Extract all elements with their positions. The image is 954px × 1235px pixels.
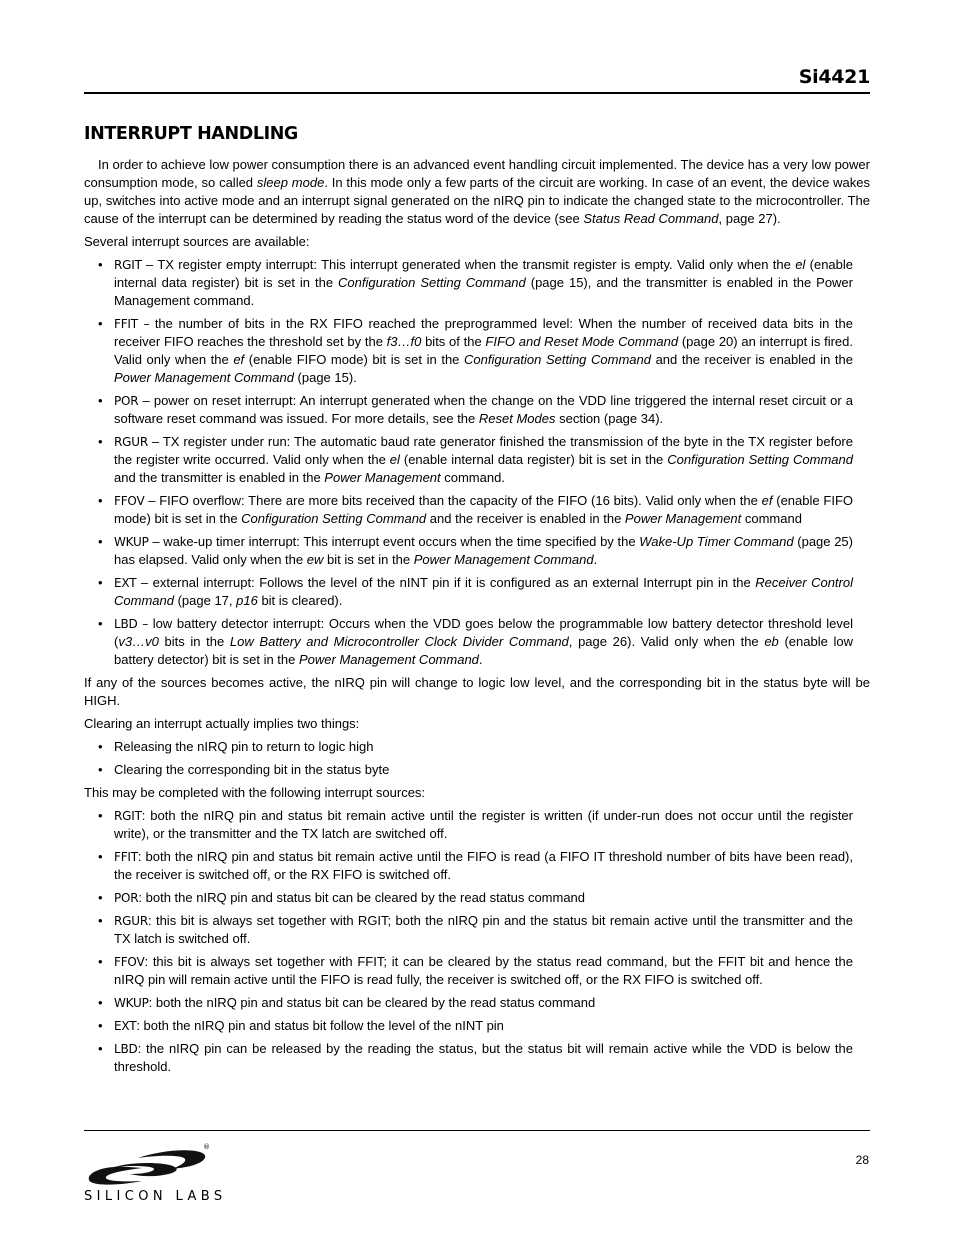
active-paragraph: If any of the sources becomes active, the nIRQ pin will change to logic low level, and the corresponding bit in the status byte will be HIGH. — [84, 675, 870, 708]
list-item: • FFOV – FIFO overflow: There are more bits received than the capacity of the FIFO (16 bits). Valid only when the ef (enable FIFO mode) bit is set in the Configuration Setting Command and the receiver is enabled in the Power Management command — [98, 493, 853, 526]
list-item: • FFIT: both the nIRQ pin and status bit remain active until the FIFO is read (a FIFO IT threshold number of bits have been read), the receiver is switched off, or the RX FIFO is switched off. — [98, 849, 853, 882]
sources-intro: Several interrupt sources are available: — [84, 234, 310, 249]
completion-paragraph: This may be completed with the following interrupt sources: — [84, 785, 426, 800]
list-item: • Releasing the nIRQ pin to return to logic high — [98, 739, 374, 754]
silicon-labs-mark-icon — [84, 1141, 214, 1187]
list-item: • EXT: both the nIRQ pin and status bit follow the level of the nINT pin — [98, 1018, 504, 1033]
list-item: • RGIT: both the nIRQ pin and status bit remain active until the register is written (if under-run does not occur until the register write), or the transmitter and the TX latch are switched off. — [98, 808, 853, 841]
footer-rule — [84, 1130, 870, 1131]
list-item: • WKUP: both the nIRQ pin and status bit can be cleared by the read status command — [98, 995, 596, 1010]
page-body — [84, 122, 870, 1081]
silicon-labs-logo — [84, 1141, 227, 1207]
list-item: • RGUR – TX register under run: The automatic baud rate generator finished the transmission of the byte in the TX register before the register write occurred. Valid only when the el (enable internal data register) bit is set in the Configuration Setting Command and the transmitter is enabled in the Power Management command. — [98, 434, 853, 485]
completion-list — [84, 807, 870, 1076]
list-item: • LBD: the nIRQ pin can be released by the reading the status, but the status bit will remain active while the VDD is below the threshold. — [98, 1041, 853, 1074]
section-title: INTERRUPT HANDLING — [84, 124, 298, 144]
intro-paragraph: In order to achieve low power consumption there is an advanced event handling circuit implemented. The device has a very low power consumption mode, so called sleep mode. In this mode only a few parts of the circuit are working. In case of an event, the device wakes up, switches into active mode and an interrupt signal generated on the nIRQ pin to indicate the changed state to the microcontroller. The cause of the interrupt can be determined by reading the status word of the device (see Status Read Command, page 27). — [84, 157, 870, 226]
list-item: • FFIT – the number of bits in the RX FIFO reached the preprogrammed level: When the number of received data bits in the receiver FIFO reaches the threshold set by the f3…f0 bits of the FIFO and Reset Mode Command (page 20) an interrupt is fired. Valid only when the ef (enable FIFO mode) bit is set in the Configuration Setting Command and the receiver is enabled in the Power Management Command (page 15). — [98, 316, 853, 385]
list-item: • POR – power on reset interrupt: An interrupt generated when the change on the VDD line triggered the internal reset circuit or a software reset command was issued. For more details, see the Reset Modes section (page 34). — [98, 393, 853, 426]
list-item: • POR: both the nIRQ pin and status bit can be cleared by the read status command — [98, 890, 586, 905]
list-item: • EXT – external interrupt: Follows the level of the nINT pin if it is configured as an external Interrupt pin in the Receiver Control Command (page 17, p16 bit is cleared). — [98, 575, 853, 608]
svg-text:®: ® — [203, 1143, 210, 1151]
list-item: • FFOV: this bit is always set together with FFIT; it can be cleared by the status read command, but the FFIT bit and hence the nIRQ pin will remain active until the FIFO is read fully, the receiver is switched off, or the RX FIFO is switched off. — [98, 954, 853, 987]
list-item: • LBD – low battery detector interrupt: Occurs when the VDD goes below the programmable low battery detector threshold level (v3…v0 bits in the Low Battery and Microcontroller Clock Divider Command, page 26). Valid only when the eb (enable low battery detector) bit is set in the Power Management Command. — [98, 616, 854, 667]
list-item: • Clearing the corresponding bit in the status byte — [98, 762, 390, 777]
list-item: • WKUP – wake-up timer interrupt: This interrupt event occurs when the time specified by the Wake-Up Timer Command (page 25) has elapsed. Valid only when the ew bit is set in the Power Management Command. — [98, 534, 853, 567]
clearing-paragraph: Clearing an interrupt actually implies two things: — [84, 716, 360, 731]
page-header — [84, 66, 870, 94]
document-title: Si4421 — [798, 66, 870, 88]
page-number: 28 — [855, 1153, 869, 1167]
clearing-list — [84, 738, 870, 779]
list-item: • RGIT – TX register empty interrupt: This interrupt generated when the transmit register is empty. Valid only when the el (enable internal data register) bit is set in the Configuration Setting Command (page 15), and the transmitter is enabled in the Power Management command. — [98, 257, 854, 308]
logo-text: SILICON LABS — [84, 1189, 227, 1204]
list-item: • RGUR: this bit is always set together with RGIT; both the nIRQ pin and the status bit remain active until the transmitter and the TX latch is switched off. — [98, 913, 853, 946]
interrupt-source-list — [84, 256, 870, 669]
